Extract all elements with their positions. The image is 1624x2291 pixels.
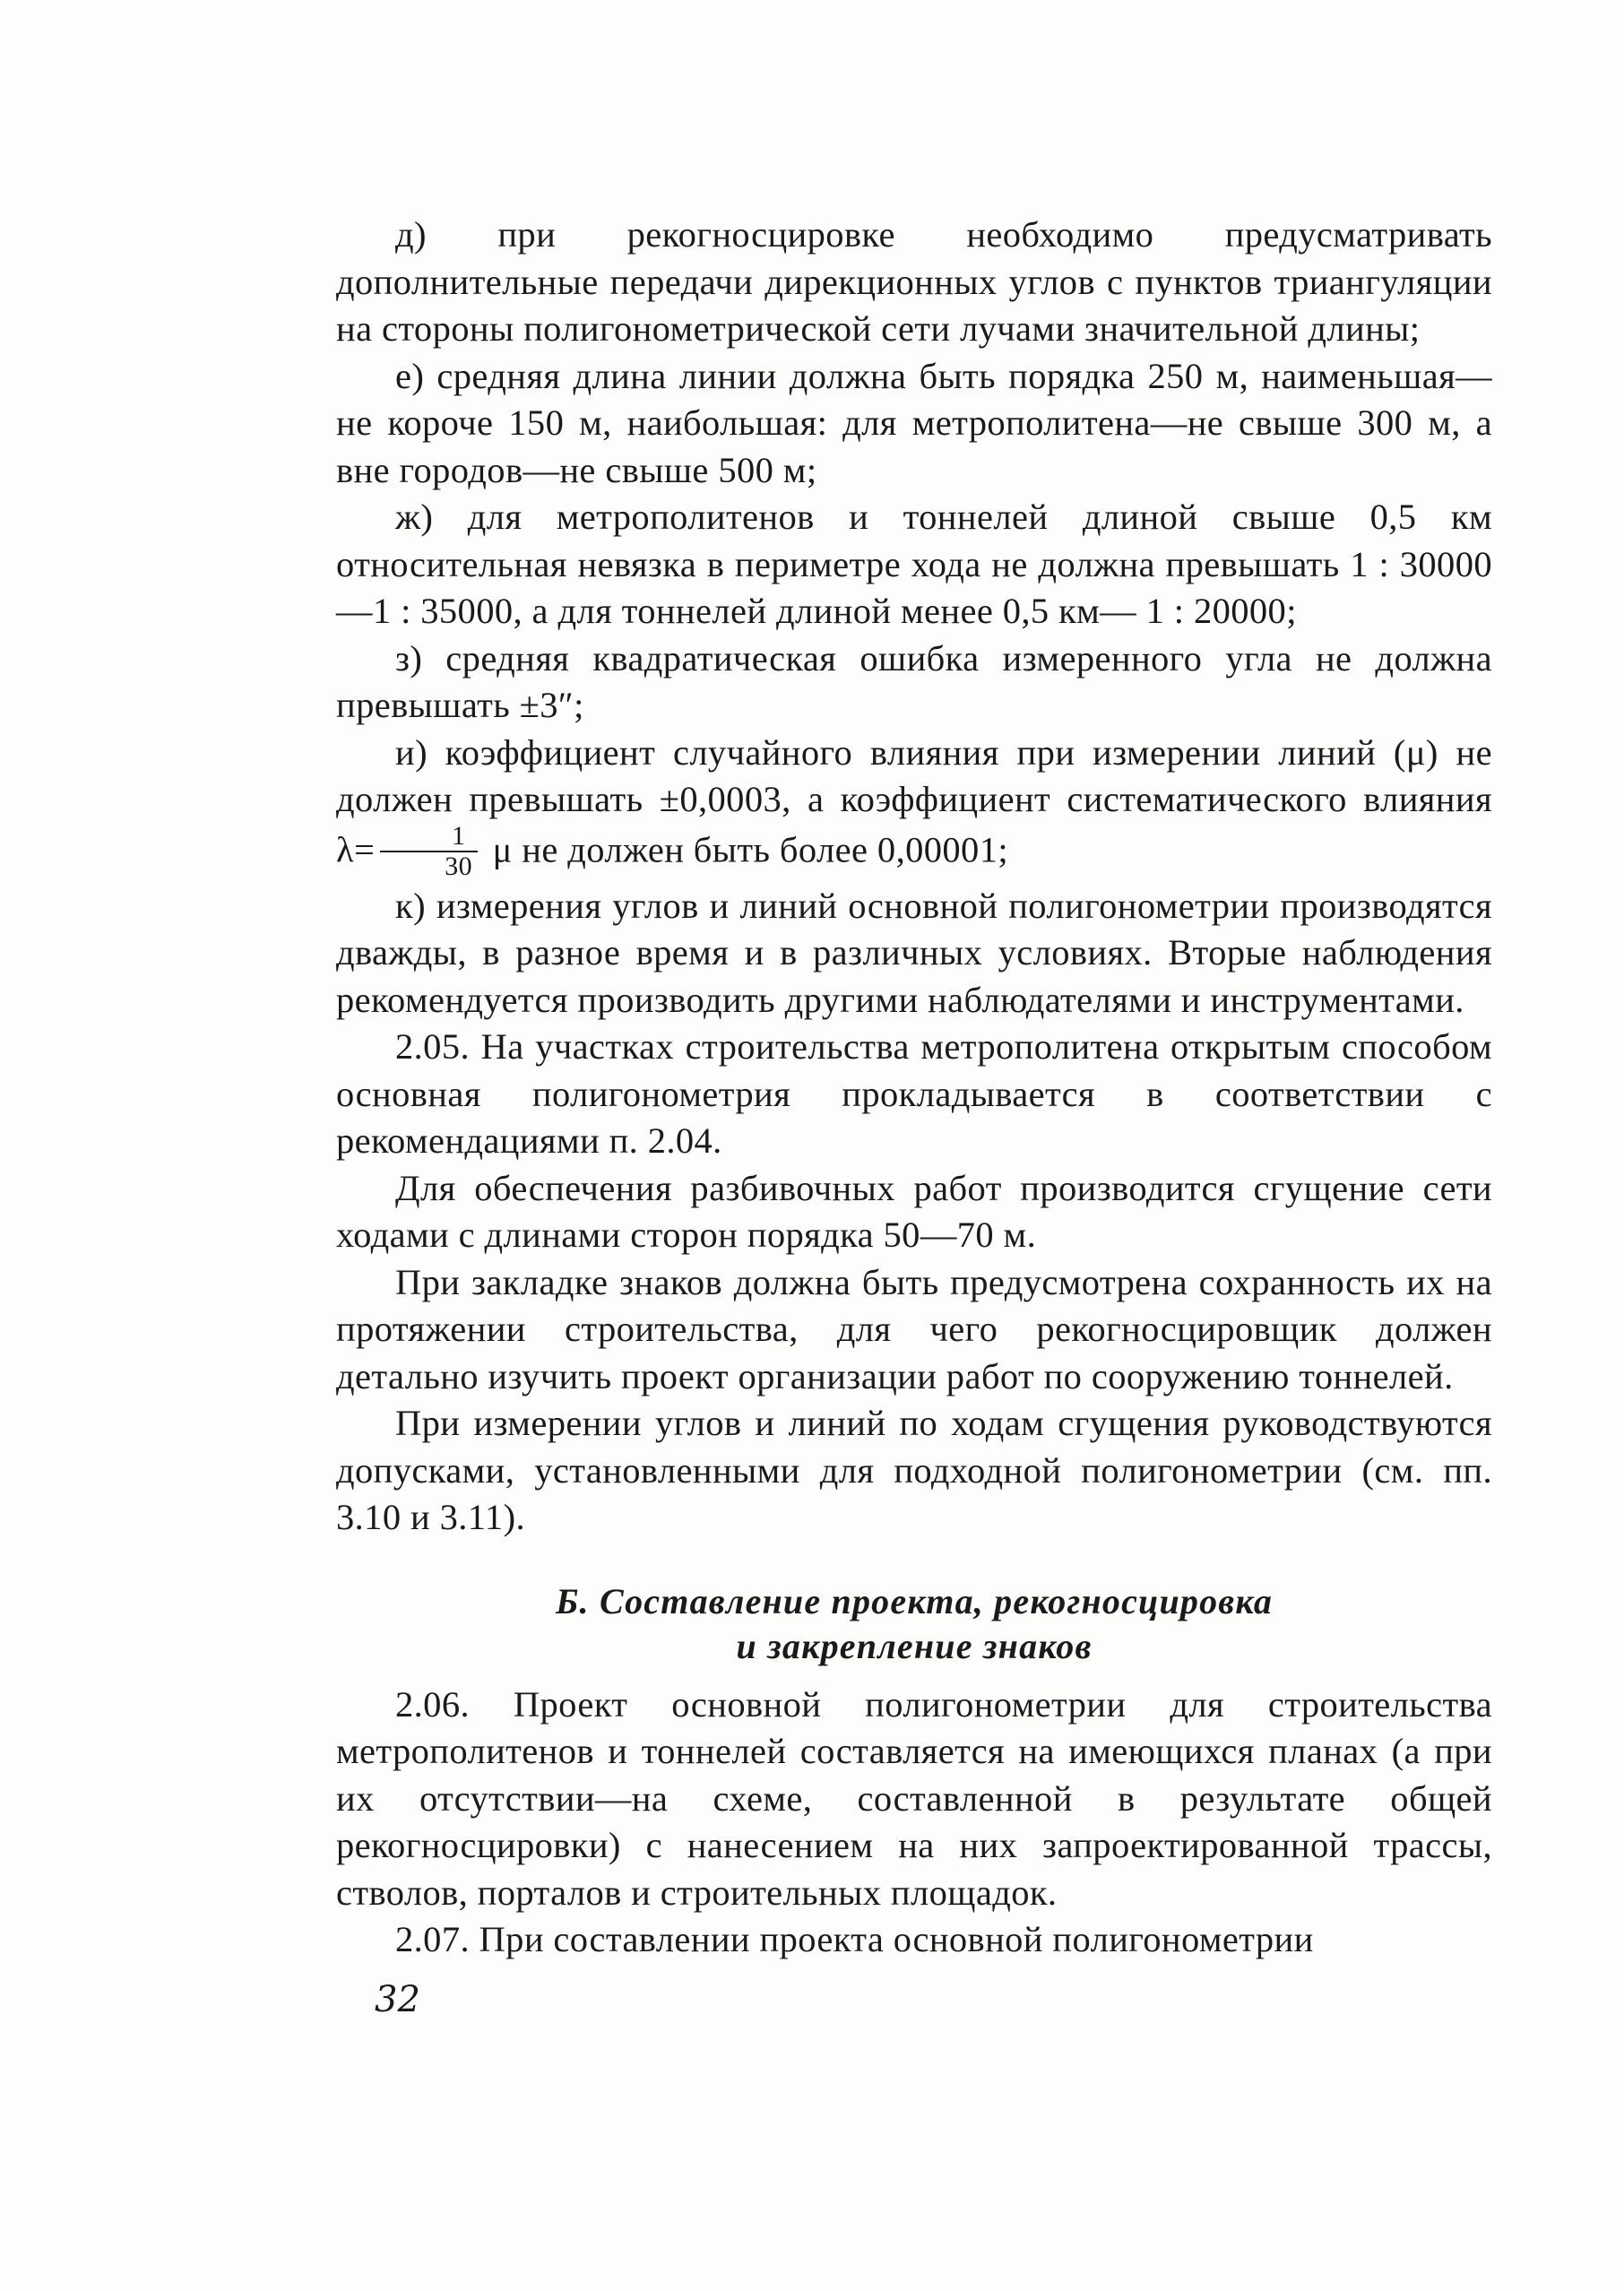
paragraph-2-07: 2.07. При составлении проекта основной полигонометрии (395, 1919, 1314, 1959)
item-d: д) при рекогносцировке необходимо предусматривать дополнительные передачи дирекционных углов с пунктов триангуляции на стороны полигонометрической сети лучами значительной длины; (336, 214, 1492, 349)
section-heading-line-2: и закрепление знаков (736, 1625, 1093, 1666)
paragraph-2-05: 2.05. На участках строительства метрополитена открытым способом основная полигонометрия прокладывается в соответствии с рекомендациями п. 2.04. (336, 1026, 1492, 1161)
section-heading (336, 1579, 1492, 1669)
paragraph-2-06: 2.06. Проект основной полигонометрии для строительства метрополитенов и тоннелей составляется на имеющихся планах (а при их отсутствии—на схеме, составленной в результате общей рекогносцировки) с нанесением на них запроектированной трассы, стволов, порталов и строительных площадок. (336, 1683, 1492, 1913)
document-body (336, 212, 1492, 1964)
item-i (336, 730, 1492, 883)
section-heading-line-1: Б. Составление проекта, рекогносцировка (555, 1580, 1274, 1621)
item-z: з) средняя квадратическая ошибка измеренного угла не должна превышать ±3″; (336, 637, 1492, 725)
paragraph-tolerances: При измерении углов и линий по ходам сгущения руководствуются допусками, установленными для подходной полигонометрии (см. пп. 3.10 и 3.11). (336, 1403, 1492, 1537)
item-k: к) измерения углов и линий основной полигонометрии производятся дважды, в разное время и в различных условиях. Вторые наблюдения рекомендуется производить другими наблюдателями и инструментами. (336, 885, 1492, 1020)
fraction-numerator: 1 (380, 822, 478, 852)
paragraph-marks-preservation: При закладке знаков должна быть предусмотрена сохранность их на протяжении строительства, для чего рекогносцировщик должен детально изучить проект организации работ по сооружению тоннелей. (336, 1261, 1492, 1396)
page-number: 32 (375, 1979, 420, 2020)
item-i-text-before: и) коэффициент случайного влияния при измерении линий (μ) не должен превышать ±0,0003, а коэффициент систематического влияния λ= (336, 731, 1492, 869)
item-i-text-after: μ не должен быть более 0,00001; (492, 828, 1008, 869)
paragraph-densification: Для обеспечения разбивочных работ производится сгущение сети ходами с длинами сторон порядка 50—70 м. (336, 1167, 1492, 1255)
fraction-denominator: 30 (445, 851, 473, 881)
item-e: е) средняя длина линии должна быть порядка 250 м, наименьшая—не короче 150 м, наибольшая: для метрополитена—не свыше 300 м, а вне городов—не свыше 500 м; (336, 355, 1492, 490)
fraction (380, 822, 478, 881)
item-zh: ж) для метрополитенов и тоннелей длиной свыше 0,5 км относительная невязка в периметре хода не должна превышать 1 : 30000—1 : 35000, а для тоннелей длиной менее 0,5 км— 1 : 20000; (336, 497, 1492, 631)
